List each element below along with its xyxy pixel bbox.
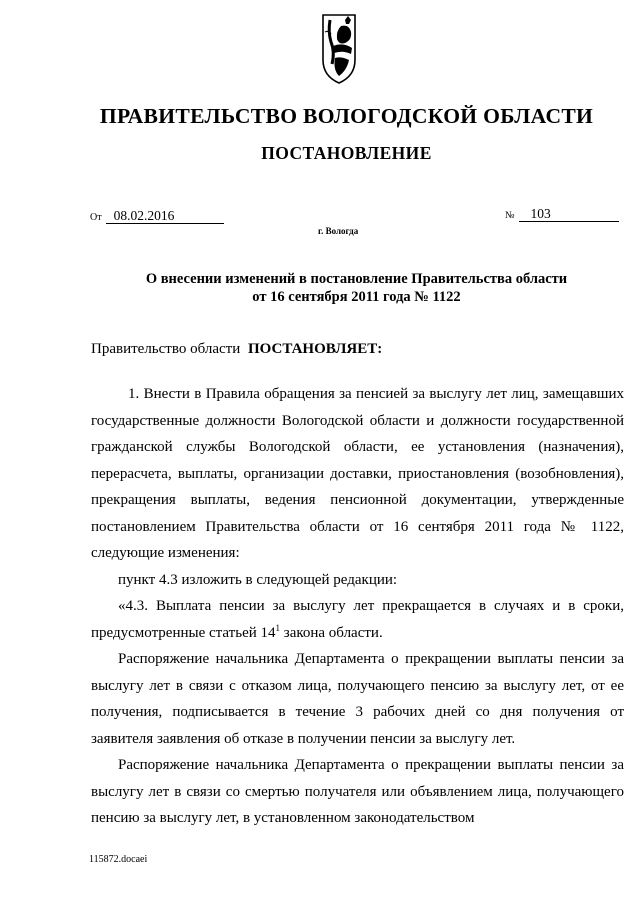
subject-line-1: О внесении изменений в постановление Правительства области — [145, 271, 568, 287]
paragraph-3-tail: закона области. — [280, 624, 383, 641]
government-title: ПРАВИТЕЛЬСТВО ВОЛОГОДСКОЙ ОБЛАСТИ — [99, 104, 594, 128]
document-date — [90, 208, 224, 224]
preamble — [91, 341, 382, 358]
document-subject — [0, 270, 640, 306]
file-footer: 115872.docaei — [89, 854, 148, 865]
document-body — [91, 381, 624, 832]
city-label: г. Вологда — [318, 226, 359, 236]
paragraph-1: 1. Внести в Правила обращения за пенсией за выслугу лет лиц, замещавших государственные должности Вологодской области и должности государственной гражданской службы Вологодской области, ее установления (назначения), перерасчета, выплаты, организации доставки, приостановления (возобновления), прекращения выплаты, ведения пенсионной документации, утвержденные постановлением Правительства области от 16 сентября 2011 года № 1122, следующие изменения: — [91, 386, 624, 561]
subject-line-2: от 16 сентября 2011 года № 1122 — [252, 289, 461, 305]
coat-of-arms-icon — [319, 12, 359, 86]
paragraph-3-text: «4.3. Выплата пенсии за выслугу лет прекращается в случаях и в сроки, предусмотренные статьей 14 — [91, 598, 624, 641]
date-value: 08.02.2016 — [106, 209, 224, 224]
number-prefix: № — [505, 210, 515, 221]
paragraph-3 — [91, 593, 624, 646]
number-value: 103 — [519, 207, 619, 222]
document-type: ПОСТАНОВЛЕНИЕ — [261, 143, 432, 163]
paragraph-2: пункт 4.3 изложить в следующей редакции: — [118, 571, 398, 588]
paragraph-5: Распоряжение начальника Департамента о прекращении выплаты пенсии за выслугу лет в связи со смертью получателя или объявлением лица, получающего пенсию за выслугу лет, в установленном законодательством — [91, 757, 624, 826]
preamble-text: Правительство области — [91, 341, 241, 357]
paragraph-3-superscript: 1 — [275, 622, 281, 633]
preamble-decree: ПОСТАНОВЛЯЕТ: — [247, 341, 383, 357]
document-number — [505, 206, 619, 222]
date-prefix: От — [90, 212, 102, 223]
paragraph-4: Распоряжение начальника Департамента о прекращении выплаты пенсии за выслугу лет в связи с отказом лица, получающего пенсию за выслугу лет, от ее получения, подписывается в течение 3 рабочих дней со дня получения от заявителя заявления об отказе в получении пенсии за выслугу лет. — [91, 651, 624, 747]
